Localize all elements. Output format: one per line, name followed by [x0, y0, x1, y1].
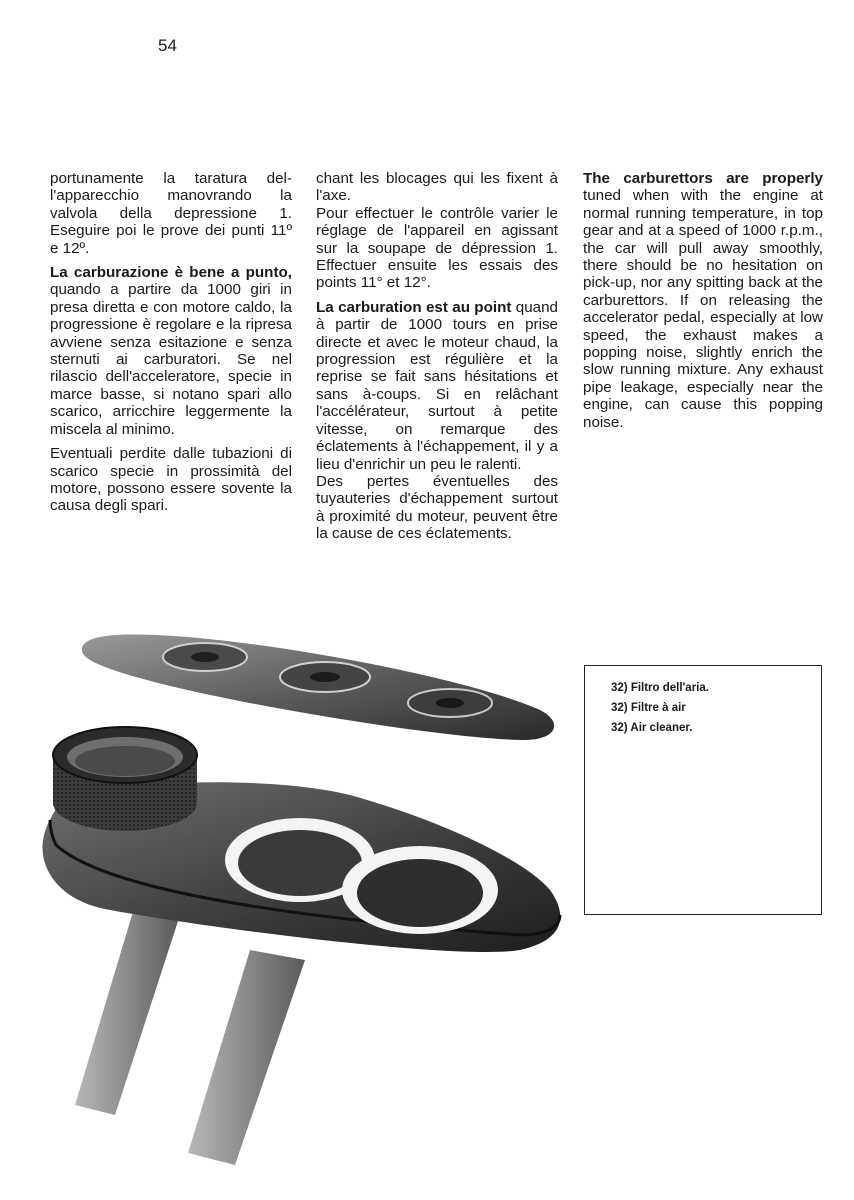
italian-paragraph-2: [50, 264, 292, 438]
french-paragraph-3: [316, 299, 558, 473]
french-paragraph-4: Des pertes éventuelles des tuyauteries d'échappement surtout à proximité du moteur, peuvent être la cause de ces éclatements.: [316, 472, 558, 543]
french-paragraph-2: Pour effectuer le contrôle varier le réglage de l'appareil en agissant sur la soupape de dépression 1. Effectuer ensuite les essais des points 11° et 12°.: [316, 204, 558, 292]
french-heading: La carburation est au point: [316, 298, 512, 316]
italian-paragraph-2-text: quando a partire da 1000 giri in presa diretta e con motore caldo, la progressione è regolare e la ripresa avviene senza esitazione e senza sternuti ai carburatori. Se nel rilascio dell'acceleratore, specie in marce basse, si notano spari allo scarico, arricchire leggermente la miscela al minimo.: [50, 281, 292, 438]
french-paragraph-1: chant les blocages qui les fixent à l'axe.: [316, 170, 558, 205]
italian-paragraph-3: Eventuali perdite dalle tubazioni di scarico specie in prossimità del motore, possono essere sovente la causa degli spari.: [50, 445, 292, 515]
french-column: [316, 170, 558, 550]
caption-french: 32) Filtre à air: [611, 702, 686, 714]
page-number: 54: [158, 36, 177, 55]
filter-element: [53, 727, 197, 831]
french-paragraph-3-text: quand à partir de 1000 tours en prise directe et avec le moteur chaud, la progression est régulière et la reprise se fait sans hésitations et sans à-coups. Si en relâchant l'accélérateur, surtout à petite vitesse, on remarque des éclatements à l'échappement, il y a lieu d'enrichir un peu le ralenti.: [316, 298, 558, 473]
english-heading: The carburettors are properly: [583, 170, 823, 187]
caption-box: [584, 665, 822, 915]
intake-pipes: [75, 905, 305, 1165]
italian-paragraph-1: portunamente la taratura del-l'apparecchio manovrando la valvola della depressione 1. Eseguire poi le prove dei punti 11º e 12º.: [50, 170, 292, 257]
filter-lid: [82, 634, 554, 740]
english-paragraph-1-text: tuned when with the engine at normal running temperature, in top gear and at a speed of 1000 r.p.m., the car will pull away smoothly, there should be no hesitation on pick-up, nor any spitting back at the carburettors. If on releasing the accelerator pedal, especially at low speed, the exhaust makes a popping noise, slightly enrich the slow running mixture. Any exhaust pipe leakage, especially near the engine, can cause this popping noise.: [583, 187, 823, 431]
air-cleaner-illustration: [20, 615, 580, 1175]
english-column: [583, 170, 823, 438]
english-paragraph-1: [583, 170, 823, 431]
caption-italian: 32) Filtro dell'aria.: [611, 682, 709, 694]
italian-heading: La carburazione è bene a punto,: [50, 264, 292, 282]
italian-column: [50, 170, 292, 522]
caption-english: 32) Air cleaner.: [611, 722, 693, 734]
